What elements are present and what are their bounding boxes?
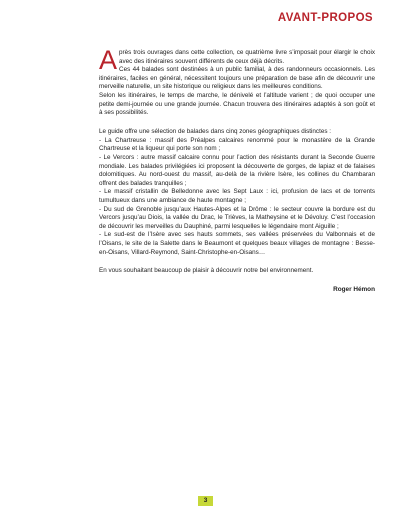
intro-text: près trois ouvrages dans cette collection, ce quatrième livre s’imposait pour élargir le choix avec des itinéraires souvent différents de ceux déjà décrits. — [119, 49, 375, 65]
drop-cap: A — [99, 45, 118, 75]
intro-paragraph-1 — [99, 45, 375, 75]
zone-item-south-grenoble: - Du sud de Grenoble jusqu’aux Hautes-Alpes et la Drôme : le secteur couvre la bordure est du Vercors jusqu’au Diois, la vallée du Drac, le Trièves, la Matheysine et le Dévoluy. C’est l’occasion de découvrir les merveilles du Dauphiné, parmi lesquelles le légendaire mont Aiguille ; — [99, 205, 375, 230]
intro-paragraph-3: Selon les itinéraires, le temps de marche, le dénivelé et l’altitude varient ; de quoi occuper une petite demi-journée ou une grande journée. Chacun trouvera des itinéraires adaptés à son goût et à ses possibilités. — [99, 91, 375, 117]
page-number: 3 — [198, 496, 213, 506]
zone-item-belledonne: - Le massif cristallin de Belledonne avec les Sept Laux : ici, profusion de lacs et de torrents tumultueux dans une ambiance de haute montagne ; — [99, 188, 375, 204]
zone-item-vercors: - Le Vercors : autre massif calcaire connu pour l’action des résistants durant la Seconde Guerre mondiale. Les balades privilégiées ici proposent la découverte de gorges, de lapiaz et de falaises dolomitiques. Au nord-ouest du massif, au-delà de la rivière Isère, les collines du Chambaran offrent des balades tranquilles ; — [99, 154, 375, 187]
intro-paragraph-2: Ces 44 balades sont destinées à un public familial, à des randonneurs occasionnels. Les itinéraires, faciles en général, nécessitent toujours une préparation de base afin de découvrir une merveille naturelle, un site historique ou religieux dans les meilleures conditions. — [99, 66, 375, 91]
zone-item-chartreuse: - La Chartreuse : massif des Préalpes calcaires renommé pour le monastère de la Grande Chartreuse et la liqueur qui porte son nom ; — [99, 136, 375, 153]
author-signature: Roger Hémon — [333, 285, 375, 293]
zone-item-south-east-isere: - Le sud-est de l’Isère avec ses hauts sommets, ses vallées préservées du Valbonnais et de l’Oisans, le site de la Salette dans le Beaumont et quelques beaux villages de montagne : Besse-en-Oisans, Villard-Reymond, Saint-Christophe-en-Oisans… — [99, 231, 375, 256]
zones-intro: Le guide offre une sélection de balades dans cinq zones géographiques distinctes : — [99, 128, 331, 136]
page-title: AVANT-PROPOS — [277, 12, 373, 24]
closing-line: En vous souhaitant beaucoup de plaisir à découvrir notre bel environnement. — [99, 267, 314, 275]
foreword-text — [99, 45, 375, 294]
